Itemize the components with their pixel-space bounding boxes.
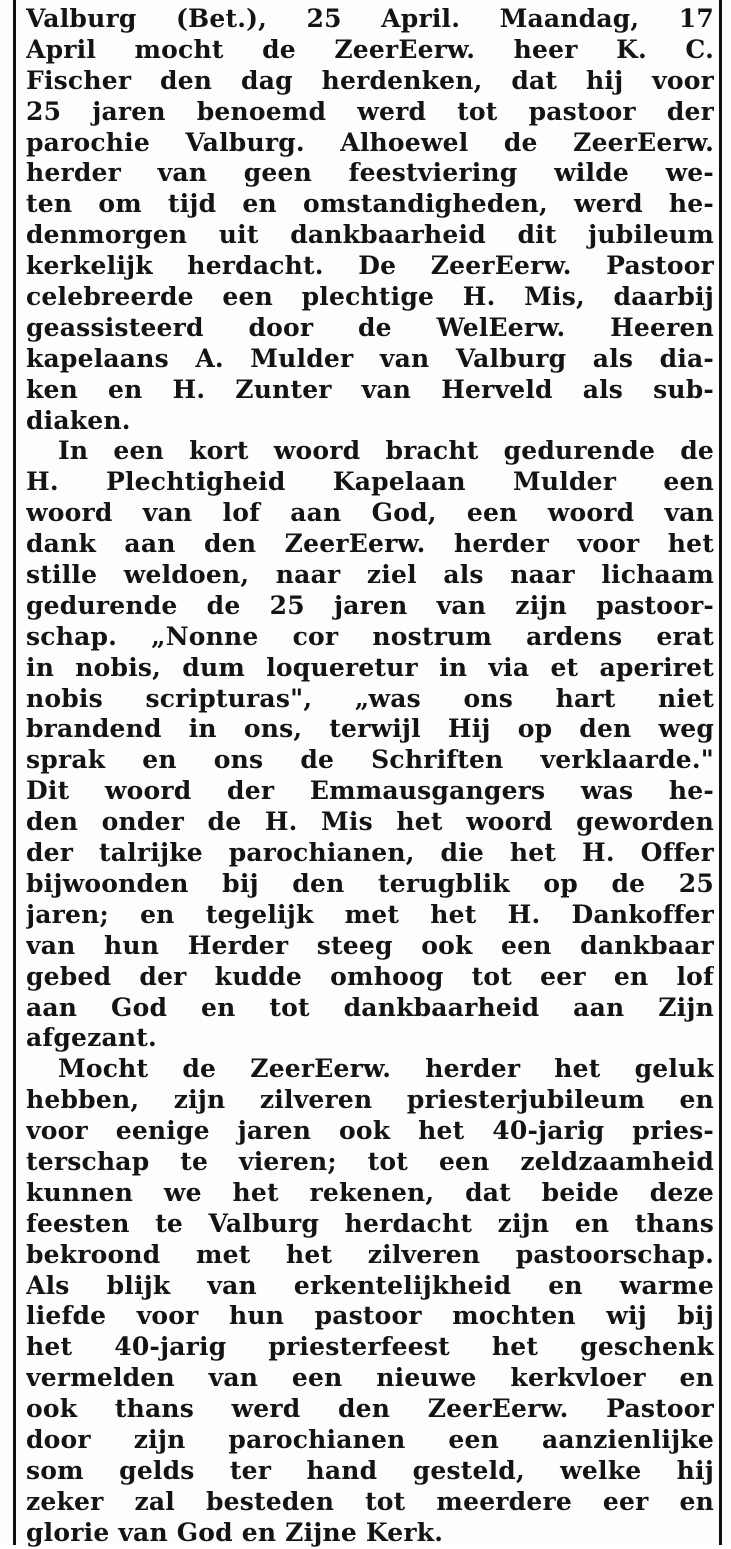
text-line: in nobis, dum loqueretur in via et aperiret — [26, 652, 714, 682]
text-line: denmorgen uit dankbaarheid dit jubileum — [26, 220, 714, 250]
text-line: nobis scripturas", „was ons hart niet — [26, 683, 714, 713]
text-line: gebed der kudde omhoog tot eer en lof — [26, 961, 714, 991]
text-line: liefde voor hun pastoor mochten wij bij — [26, 1301, 714, 1331]
column-rule-left — [13, 0, 16, 1545]
text-line: feesten te Valburg herdacht zijn en thans — [26, 1208, 714, 1238]
text-line: geassisteerd door de WelEerw. Heeren — [26, 312, 714, 342]
text-line: gedurende de 25 jaren van zijn pastoor- — [26, 590, 714, 620]
text-line: ten om tijd en omstandigheden, werd he- — [26, 189, 714, 219]
text-line: ken en H. Zunter van Herveld als sub- — [26, 374, 714, 404]
text-line: Valburg (Bet.), 25 April. Maandag, 17 — [26, 4, 714, 33]
text-line: dank aan den ZeerEerw. herder voor het — [26, 529, 714, 559]
text-line: van hun Herder steeg ook een dankbaar — [26, 930, 714, 960]
text-line: aan God en tot dankbaarheid aan Zijn — [26, 992, 714, 1022]
text-line: In een kort woord bracht gedurende de — [58, 436, 714, 466]
text-line: Mocht de ZeerEerw. herder het geluk — [58, 1054, 714, 1084]
text-line: herder van geen feestviering wilde we- — [26, 158, 714, 188]
text-line: stille weldoen, naar ziel als naar lichaam — [26, 560, 714, 590]
text-line: H. Plechtigheid Kapelaan Mulder een — [26, 467, 714, 497]
article-paragraph — [26, 1054, 714, 1548]
article-paragraph — [26, 4, 714, 436]
text-line: April mocht de ZeerEerw. heer K. C. — [26, 34, 714, 64]
text-line: terschap te vieren; tot een zeldzaamheid — [26, 1146, 714, 1176]
text-line: woord van lof aan God, een woord van — [26, 498, 714, 528]
text-line: het 40-jarig priesterfeest het geschenk — [26, 1332, 714, 1362]
article-column — [26, 4, 714, 1549]
text-line: parochie Valburg. Alhoewel de ZeerEerw. — [26, 127, 714, 157]
text-line: schap. „Nonne cor nostrum ardens erat — [26, 621, 714, 651]
text-line: Fischer den dag herdenken, dat hij voor — [26, 65, 714, 95]
text-line: jaren; en tegelijk met het H. Dankoffer — [26, 899, 714, 929]
text-line: brandend in ons, terwijl Hij op den weg — [26, 714, 714, 744]
text-line: kunnen we het rekenen, dat beide deze — [26, 1177, 714, 1207]
text-line: kapelaans A. Mulder van Valburg als dia- — [26, 343, 714, 373]
text-line: Dit woord der Emmausgangers was he- — [26, 776, 714, 806]
article-paragraph — [26, 436, 714, 1054]
text-line: door zijn parochianen een aanzienlijke — [26, 1424, 714, 1454]
column-rule-right — [719, 0, 722, 1545]
text-line: glorie van God en Zijne Kerk. — [26, 1517, 444, 1547]
text-line: celebreerde een plechtige H. Mis, daarbij — [26, 282, 714, 312]
text-line: der talrijke parochianen, die het H. Offer — [26, 838, 714, 868]
text-line: vermelden van een nieuwe kerkvloer en — [26, 1363, 714, 1393]
text-line: diaken. — [26, 405, 131, 435]
text-line: 25 jaren benoemd werd tot pastoor der — [26, 96, 714, 126]
text-line: sprak en ons de Schriften verklaarde." — [26, 745, 714, 775]
text-line: afgezant. — [26, 1023, 157, 1053]
text-line: den onder de H. Mis het woord geworden — [26, 807, 714, 837]
text-line: bijwoonden bij den terugblik op de 25 — [26, 868, 714, 898]
text-line: ook thans werd den ZeerEerw. Pastoor — [26, 1394, 714, 1424]
text-line: bekroond met het zilveren pastoorschap. — [26, 1239, 714, 1269]
text-line: zeker zal besteden tot meerdere eer en — [26, 1486, 714, 1516]
text-line: voor eenige jaren ook het 40-jarig pries- — [26, 1116, 714, 1146]
text-line: hebben, zijn zilveren priesterjubileum en — [26, 1085, 714, 1115]
text-line: kerkelijk herdacht. De ZeerEerw. Pastoor — [26, 251, 714, 281]
text-line: som gelds ter hand gesteld, welke hij — [26, 1455, 714, 1485]
text-line: Als blijk van erkentelijkheid en warme — [26, 1270, 714, 1300]
